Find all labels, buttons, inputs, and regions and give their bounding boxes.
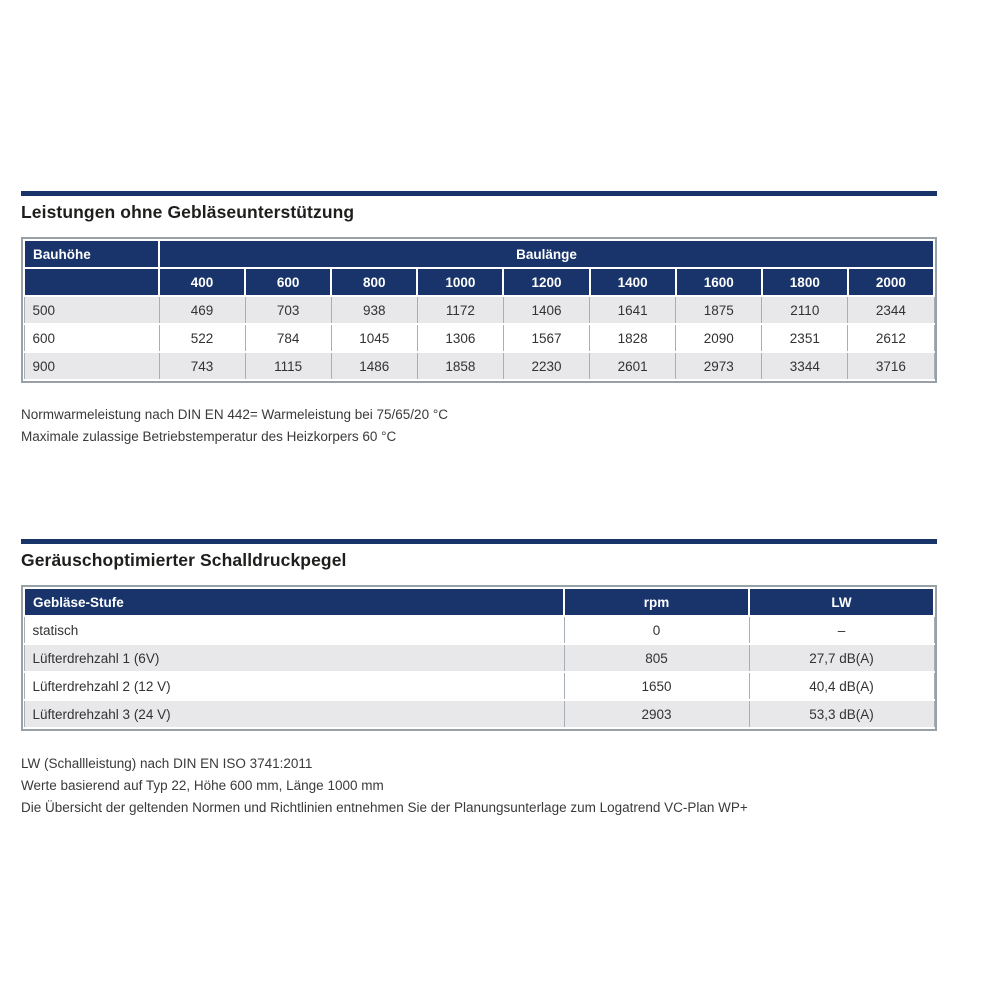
value-cell: 1045 xyxy=(331,324,417,352)
value-cell: 2601 xyxy=(590,352,676,380)
value-cell: 2351 xyxy=(762,324,848,352)
row-label-cell: 500 xyxy=(24,296,159,324)
section-title-performance: Leistungen ohne Gebläseunterstützung xyxy=(21,202,355,222)
value-cell: – xyxy=(749,616,934,644)
value-cell: 3716 xyxy=(848,352,934,380)
value-cell: 2230 xyxy=(503,352,589,380)
table-row xyxy=(24,644,934,672)
column-header-cell: 1200 xyxy=(503,268,589,296)
value-cell: 703 xyxy=(245,296,331,324)
value-cell: 3344 xyxy=(762,352,848,380)
column-header-cell: 1400 xyxy=(590,268,676,296)
table-subheader-row xyxy=(24,268,934,296)
row-label-cell: 900 xyxy=(24,352,159,380)
datasheet-page xyxy=(0,191,958,819)
note-line: Die Übersicht der geltenden Normen und Richtlinien entnehmen Sie der Planungsunterlage zum Logatrend VC-Plan WP+ xyxy=(21,800,748,815)
value-cell: 469 xyxy=(159,296,245,324)
table-row xyxy=(24,616,934,644)
section-title-sound-level: Geräuschoptimierter Schalldruckpegel xyxy=(21,550,347,570)
column-header-cell: 600 xyxy=(245,268,331,296)
table-row xyxy=(24,324,934,352)
value-cell: 1875 xyxy=(676,296,762,324)
column-header-cell: LW xyxy=(749,588,934,616)
value-cell: 1306 xyxy=(417,324,503,352)
note-line: LW (Schallleistung) nach DIN EN ISO 3741:2011 xyxy=(21,756,313,771)
value-cell: 27,7 dB(A) xyxy=(749,644,934,672)
value-cell: 522 xyxy=(159,324,245,352)
value-cell: 1828 xyxy=(590,324,676,352)
value-cell: 1858 xyxy=(417,352,503,380)
value-cell: 784 xyxy=(245,324,331,352)
value-cell: 1115 xyxy=(245,352,331,380)
value-cell: 2612 xyxy=(848,324,934,352)
value-cell: 2090 xyxy=(676,324,762,352)
row-label-cell: Lüfterdrehzahl 3 (24 V) xyxy=(24,700,564,728)
sound-level-notes xyxy=(21,753,937,819)
row-label-cell: Lüfterdrehzahl 2 (12 V) xyxy=(24,672,564,700)
table-row xyxy=(24,672,934,700)
value-cell: 805 xyxy=(564,644,749,672)
row-label-cell: statisch xyxy=(24,616,564,644)
row-label-cell: Lüfterdrehzahl 1 (6V) xyxy=(24,644,564,672)
value-cell: 2973 xyxy=(676,352,762,380)
column-header-cell: 1600 xyxy=(676,268,762,296)
table-row xyxy=(24,700,934,728)
value-cell: 2344 xyxy=(848,296,934,324)
value-cell: 1641 xyxy=(590,296,676,324)
value-cell: 1567 xyxy=(503,324,589,352)
value-cell: 1486 xyxy=(331,352,417,380)
span-header-cell: Baulänge xyxy=(159,240,934,268)
value-cell: 1406 xyxy=(503,296,589,324)
column-header-cell: rpm xyxy=(564,588,749,616)
section-divider-rule xyxy=(21,191,937,196)
value-cell: 40,4 dB(A) xyxy=(749,672,934,700)
row-label-cell: 600 xyxy=(24,324,159,352)
value-cell: 1650 xyxy=(564,672,749,700)
table-header-row xyxy=(24,240,934,268)
note-line: Normwarmeleistung nach DIN EN 442= Warmeleistung bei 75/65/20 °C xyxy=(21,407,448,422)
value-cell: 1172 xyxy=(417,296,503,324)
performance-table xyxy=(23,239,935,381)
performance-table-wrapper xyxy=(21,237,937,383)
column-header-cell: 800 xyxy=(331,268,417,296)
performance-notes xyxy=(21,404,937,448)
note-line: Werte basierend auf Typ 22, Höhe 600 mm, Länge 1000 mm xyxy=(21,778,384,793)
column-header-cell: 1800 xyxy=(762,268,848,296)
column-header-cell: 2000 xyxy=(848,268,934,296)
sound-level-table-wrapper xyxy=(21,585,937,731)
column-header-cell: 1000 xyxy=(417,268,503,296)
table-row xyxy=(24,296,934,324)
section-sound-level xyxy=(21,539,937,819)
section-divider-rule xyxy=(21,539,937,544)
empty-header-cell xyxy=(24,268,159,296)
column-header-cell: Gebläse-Stufe xyxy=(24,588,564,616)
table-row xyxy=(24,352,934,380)
value-cell: 938 xyxy=(331,296,417,324)
table-header-row xyxy=(24,588,934,616)
value-cell: 53,3 dB(A) xyxy=(749,700,934,728)
value-cell: 743 xyxy=(159,352,245,380)
note-line: Maximale zulassige Betriebstemperatur des Heizkorpers 60 °C xyxy=(21,429,397,444)
value-cell: 0 xyxy=(564,616,749,644)
section-performance xyxy=(21,191,937,448)
column-header-cell: 400 xyxy=(159,268,245,296)
value-cell: 2110 xyxy=(762,296,848,324)
corner-header-cell: Bauhöhe xyxy=(24,240,159,268)
sound-level-table xyxy=(23,587,935,729)
value-cell: 2903 xyxy=(564,700,749,728)
